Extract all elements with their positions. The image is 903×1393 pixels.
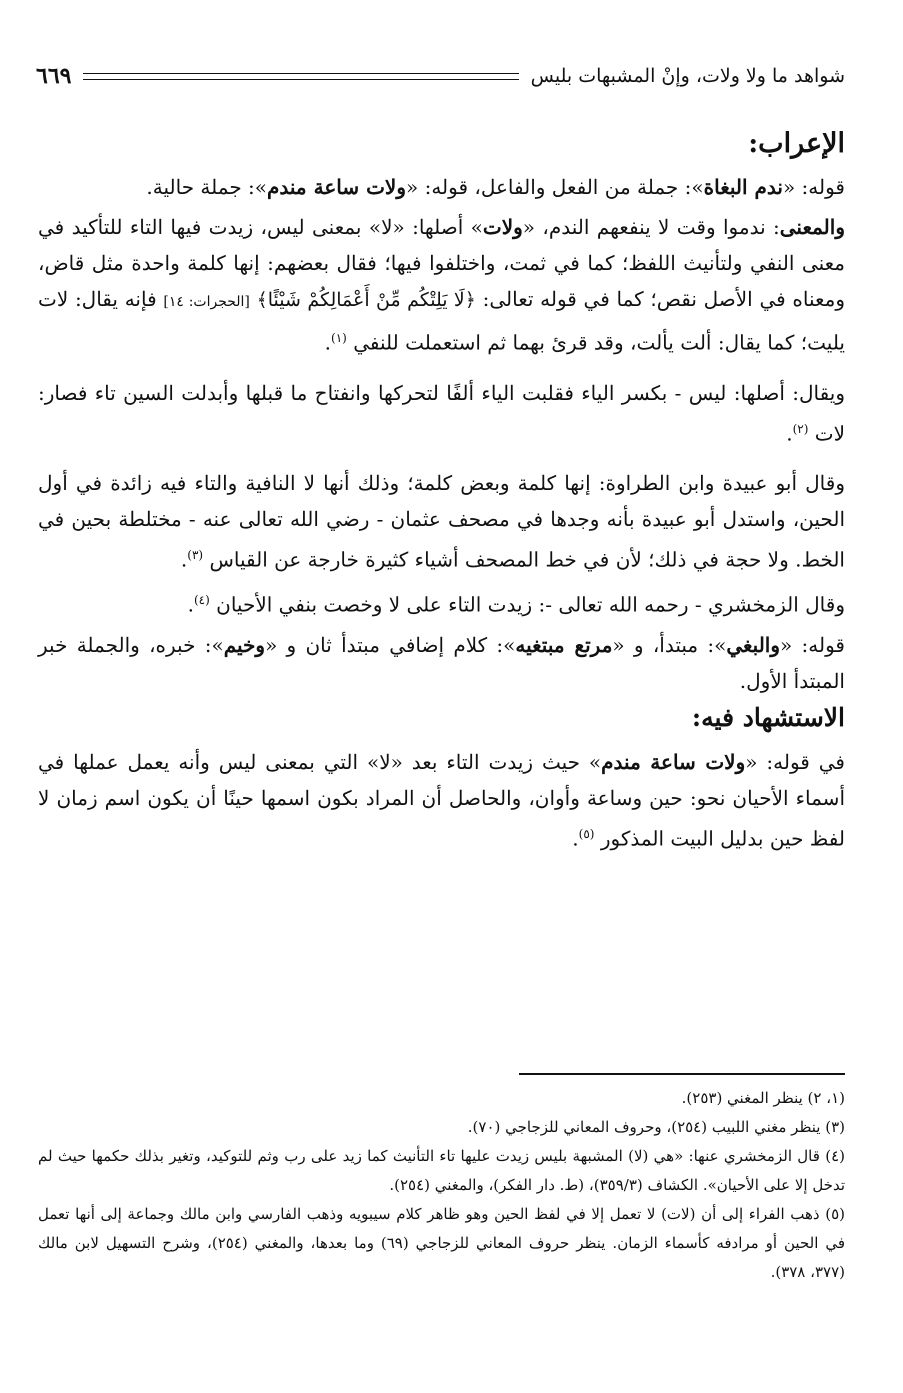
text-run: . — [786, 421, 793, 446]
bold-term: ولات ساعة مندم — [601, 749, 746, 774]
text-run: ويقال: أصلها: ليس - بكسر الياء فقلبت الياء ألفًا لتحركها وانفتاح ما قبلها وأبدلت السين تاء فصار: لات — [38, 380, 845, 446]
footnote-marker: (٤) — [193, 592, 210, 607]
page-number: ٦٦٩ — [36, 63, 72, 89]
footnotes — [38, 1084, 845, 1287]
main-text — [38, 128, 845, 860]
text-run: . — [187, 592, 194, 617]
footnote-1: (١، ٢) ينظر المغني (٢٥٣). — [681, 1089, 845, 1107]
irab-heading: الإعراب: — [748, 128, 845, 159]
text-run: قوله: « — [782, 175, 845, 199]
text-run: وقال أبو عبيدة وابن الطراوة: إنها كلمة وبعض كلمة؛ وذلك أنها لا النافية والتاء فيه زائدة في أول الحين، واستدل أبو عبيدة بأنه وجدها في مصحف عثمان - رضي الله تعالى عنه - مختلطة بحين في الخط. ولا حجة في ذلك؛ لأن في خط المصحف أشياء كثيرة خارجة عن القياس — [38, 471, 845, 572]
text-run: فإنه يقال: لات يليت؛ كما يقال: ألت يألت، وقد قرئ بهما ثم استعملت للنفي — [38, 287, 845, 355]
istishhad-paragraph — [38, 744, 845, 857]
quran-verse: ﴿لَا يَلِتْكُم مِّنْ أَعْمَالِكُمْ شَيْئًا﴾ — [256, 289, 476, 311]
bold-term: والبغي — [726, 632, 781, 657]
bold-term: والمعنى — [779, 215, 845, 239]
footnote-marker: (٢) — [792, 421, 809, 436]
text-run: »: مبتدأ، و « — [612, 632, 727, 657]
irab-paragraph-3 — [38, 375, 845, 452]
text-run: »: خبره، والجملة خبر المبتدأ الأول. — [38, 632, 845, 693]
irab-paragraph-1 — [38, 169, 845, 205]
text-run: » حيث زيدت التاء بعد «لا» التي بمعنى ليس وأنه يعمل عملها في أسماء الأحيان نحو: حين وساعة وأوان، والحاصل أن المراد بكون اسمها حينًا أن يكون اسم زمان لا لفظ حين بدليل البيت المذكور — [38, 749, 845, 851]
text-run: . — [180, 547, 188, 572]
footnote-4: (٤) قال الزمخشري عنها: «هي (لا) المشبهة بليس زيدت عليها تاء التأنيث كما زيد على رب وثم للتوكيد، وتغير بذلك حكمها حيث لم تدخل إلا على الأحيان». الكشاف (٣٥٩/٣)، (ط. دار الفكر)، والمغني (٢٥٤). — [38, 1147, 845, 1194]
bold-term: مرتع مبتغيه — [515, 632, 613, 657]
irab-paragraph-4 — [38, 465, 845, 578]
text-run: »: جملة من الفعل والفاعل، قوله: « — [405, 175, 704, 199]
text-run: في قوله: « — [745, 749, 845, 774]
text-run: » أصلها: «لا» بمعنى ليس، زيدت فيها التاء للتأكيد في معنى النفي ولتأنيث اللفظ؛ كما في ثمت، واختلفوا فيها؛ فقال بعضهم: إنها كلمة واحدة مثل قاض، ومعناه في الأصل نقص؛ كما في قوله تعالى: — [38, 215, 846, 311]
running-header — [36, 58, 845, 94]
bold-term: ولات ساعة مندم — [267, 175, 406, 199]
footnote-5: (٥) ذهب الفراء إلى أن (لات) لا تعمل إلا في لفظ الحين وهو ظاهر كلام سيبويه وذهب الفارسي وابن مالك وجماعة إلى أنها تعمل في الحين أو مرادفه كأسماء الزمان. ينظر حروف المعاني للزجاجي (٦٩) وما بعدها، والمغني (٢٥٤)، وشرح التسهيل لابن مالك (٣٧٧، ٣٧٨). — [38, 1205, 845, 1281]
footnote-marker: (٥) — [578, 826, 595, 841]
text-run: »: جملة حالية. — [146, 175, 268, 199]
text-run: . — [324, 330, 332, 355]
irab-paragraph-6 — [38, 627, 845, 699]
text-run: قوله: « — [780, 632, 845, 657]
bold-term: ندم البغاة — [703, 175, 783, 199]
running-title: شواهد ما ولا ولات، وإنْ المشبهات بليس — [530, 65, 845, 87]
bold-term: وخيم — [223, 632, 266, 657]
irab-paragraph-2 — [38, 209, 845, 361]
bold-term: ولات — [482, 215, 523, 239]
footnote-3: (٣) ينظر مغني اللبيب (٢٥٤)، وحروف المعاني للزجاجي (٧٠). — [467, 1118, 845, 1136]
text-run: : ندموا وقت لا ينفعهم الندم، « — [522, 215, 780, 239]
irab-paragraph-5 — [38, 582, 845, 623]
text-run: . — [572, 826, 579, 851]
footnote-marker: (٣) — [187, 548, 204, 563]
footnote-marker: (١) — [331, 331, 347, 345]
header-rule — [83, 73, 518, 80]
text-run: »: كلام إضافي مبتدأ ثان و « — [265, 632, 516, 657]
text-run: وقال الزمخشري - رحمه الله تعالى -: زيدت التاء على لا وخصت بنفي الأحيان — [216, 592, 845, 617]
footnote-separator — [519, 1073, 845, 1075]
verse-reference: [الحجرات: ١٤] — [163, 294, 250, 310]
istishhad-heading: الاستشهاد فيه: — [691, 702, 845, 732]
